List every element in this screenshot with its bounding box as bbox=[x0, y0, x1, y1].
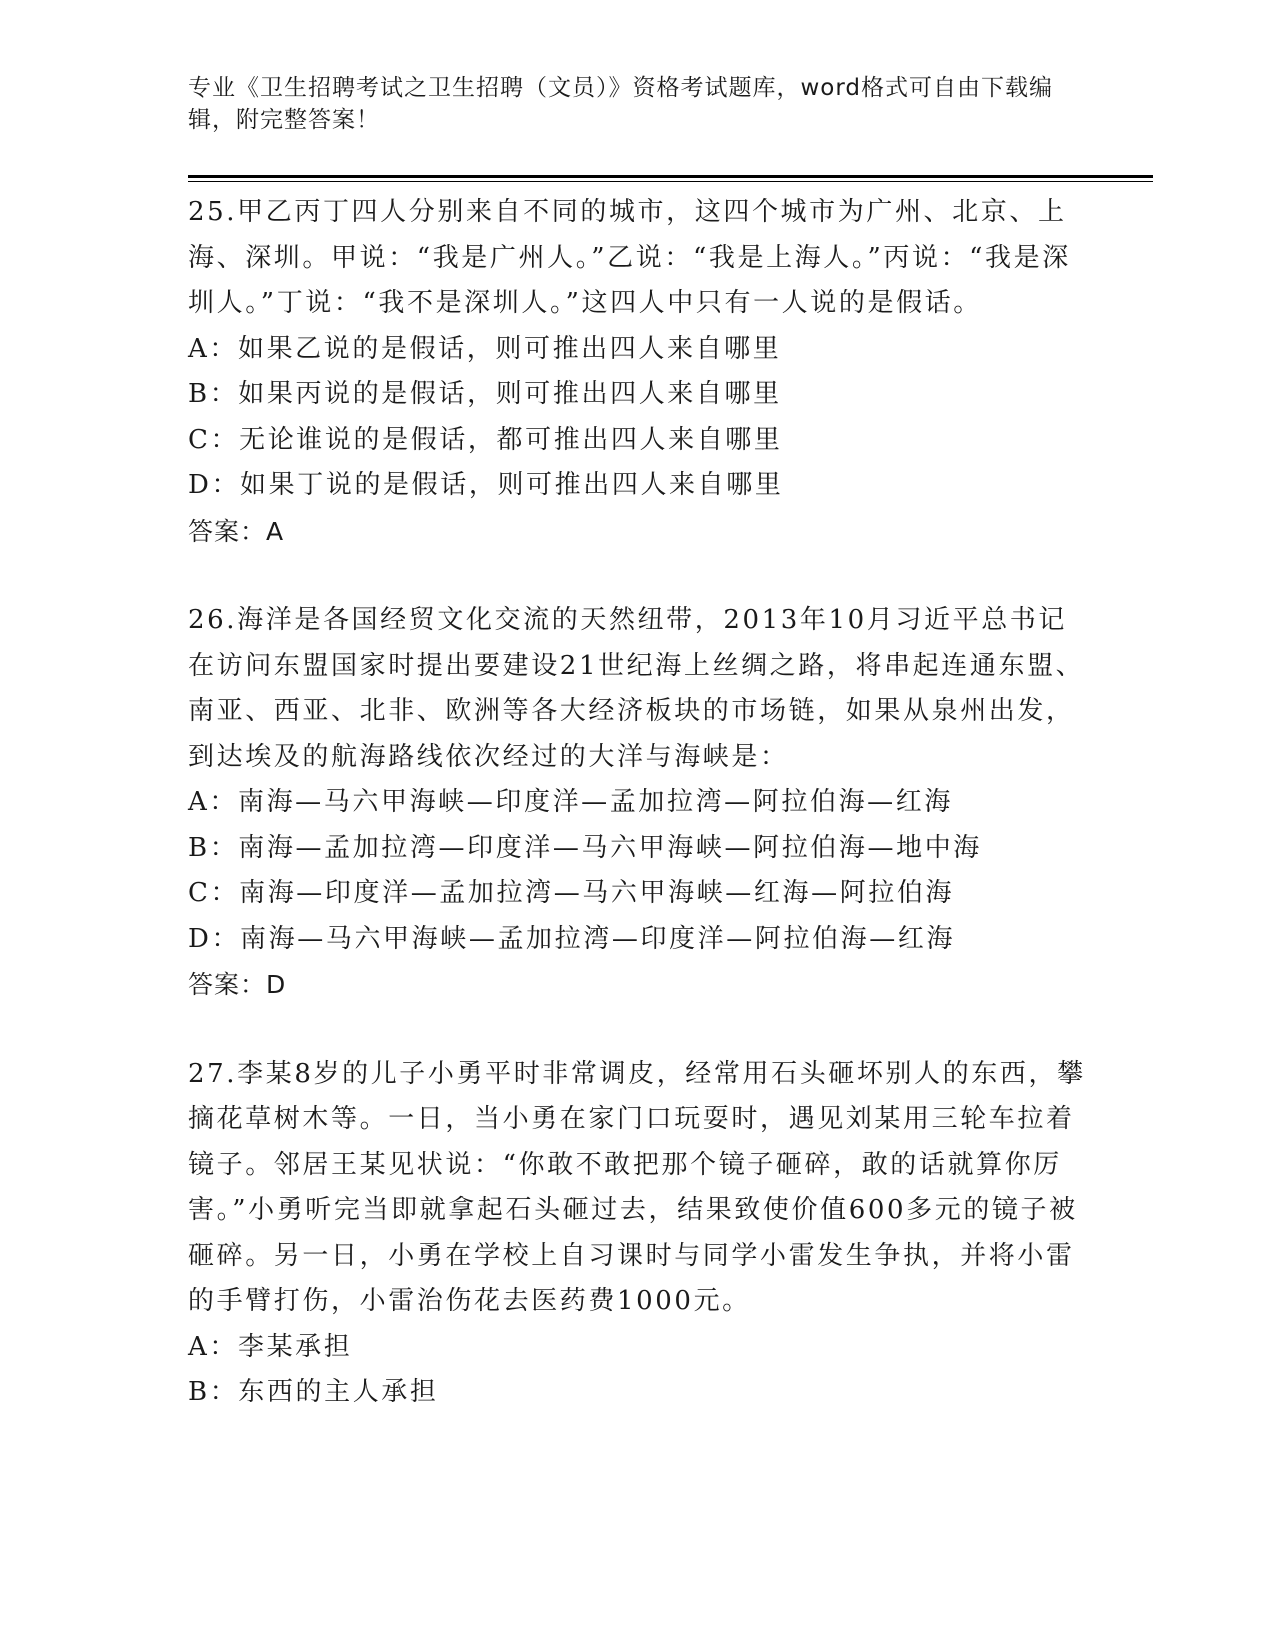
question-25 bbox=[188, 190, 1088, 554]
option-a: A：如果乙说的是假话，则可推出四人来自哪里 bbox=[188, 333, 782, 364]
question-stem: 25.甲乙丙丁四人分别来自不同的城市，这四个城市为广州、北京、上海、深圳。甲说：“我是广州人。”乙说：“我是上海人。”丙说：“我是深圳人。”丁说：“我不是深圳人。”这四人中只有一人说的是假话。 bbox=[188, 197, 1071, 318]
option-a: A：李某承担 bbox=[188, 1331, 353, 1362]
option-d: D：如果丁说的是假话，则可推出四人来自哪里 bbox=[188, 470, 784, 500]
question-stem: 27.李某8岁的儿子小勇平时非常调皮，经常用石头砸坏别人的东西，攀摘花草树木等。一日，当小勇在家门口玩耍时，遇见刘某用三轮车拉着镜子。邻居王某见状说：“你敢不敢把那个镜子砸碎，敢的话就算你厉害。”小勇听完当即就拿起石头砸过去，结果致使价值600多元的镜子被砸碎。另一日，小勇在学校上自习课时与同学小雷发生争执，并将小雷的手臂打伤，小雷治伤花去医药费1000元。 bbox=[188, 1058, 1086, 1316]
option-b: B：南海—孟加拉湾—印度洋—马六甲海峡—阿拉伯海—地中海 bbox=[188, 832, 982, 863]
option-a: A：南海—马六甲海峡—印度洋—孟加拉湾—阿拉伯海—红海 bbox=[188, 787, 953, 817]
header-divider-thin bbox=[188, 181, 1153, 182]
answer: 答案：A bbox=[188, 516, 285, 546]
answer: 答案：D bbox=[188, 970, 287, 999]
option-b: B：东西的主人承担 bbox=[188, 1377, 439, 1407]
header-divider-thick bbox=[188, 175, 1153, 178]
question-stem: 26.海洋是各国经贸文化交流的天然纽带，2013年10月习近平总书记在访问东盟国家时提出要建设21世纪海上丝绸之路，将串起连通东盟、南亚、西亚、北非、欧洲等各大经济板块的市场链，如果从泉州出发，到达埃及的航海路线依次经过的大洋与海峡是： bbox=[188, 605, 1085, 772]
option-c: C：无论谁说的是假话，都可推出四人来自哪里 bbox=[188, 424, 783, 455]
option-b: B：如果丙说的是假话，则可推出四人来自哪里 bbox=[188, 379, 782, 409]
question-26 bbox=[188, 598, 1088, 1008]
question-list bbox=[188, 190, 1088, 1460]
option-d: D：南海—马六甲海峡—孟加拉湾—印度洋—阿拉伯海—红海 bbox=[188, 923, 956, 954]
option-c: C：南海—印度洋—孟加拉湾—马六甲海峡—红海—阿拉伯海 bbox=[188, 878, 955, 908]
question-27 bbox=[188, 1052, 1088, 1416]
document-header: 专业《卫生招聘考试之卫生招聘（文员）》资格考试题库，word格式可自由下载编辑，附完整答案！ bbox=[188, 75, 1054, 133]
